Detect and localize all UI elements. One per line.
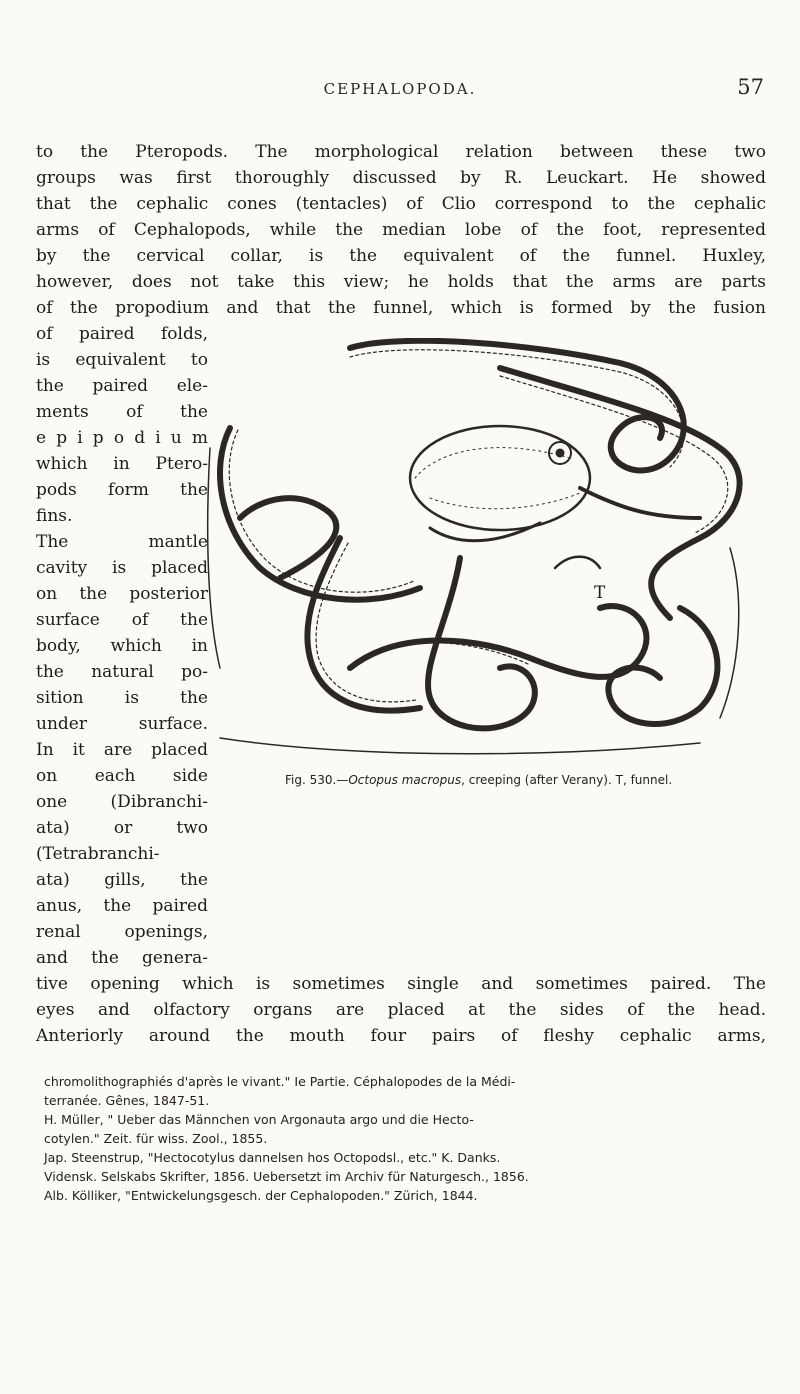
running-head: CEPHALOPODA. — [323, 80, 477, 98]
octopus-illustration — [200, 338, 780, 766]
body-line: eyes and olfactory organs are placed at the sides of the head. — [36, 1000, 766, 1020]
column-line: cavity is placed — [36, 558, 208, 578]
column-line: the natural po- — [36, 662, 208, 682]
footnote-line: Alb. Kölliker, "Entwickelungsgesch. der Cephalopoden." Zürich, 1844. — [44, 1188, 478, 1203]
page-number: 57 — [737, 75, 764, 99]
column-line: under surface. — [36, 714, 208, 734]
footnote-line: Vidensk. Selskabs Skrifter, 1856. Uebersetzt im Archiv für Naturgesch., 1856. — [44, 1169, 529, 1184]
funnel-label: T — [594, 583, 606, 603]
column-line: of paired folds, — [36, 324, 208, 344]
column-line: fins. — [36, 506, 73, 526]
footnote-line: Jap. Steenstrup, "Hectocotylus dannelsen hos Octopodsl., etc." K. Danks. — [44, 1150, 501, 1165]
column-line: sition is the — [36, 688, 208, 708]
footnote-line: terranée. Gênes, 1847-51. — [44, 1093, 210, 1108]
column-line: on each side — [36, 766, 208, 786]
caption-rest: , creeping (after Verany). T, funnel. — [461, 773, 673, 787]
figure-caption — [285, 773, 672, 787]
column-line: which in Ptero- — [36, 454, 208, 474]
column-line: is equivalent to — [36, 350, 208, 370]
page-header — [0, 75, 800, 110]
body-line: tive opening which is sometimes single and sometimes paired. The — [36, 974, 766, 994]
body-line: that the cephalic cones (tentacles) of Clio correspond to the cephalic — [36, 194, 766, 214]
caption-prefix: Fig. 530.— — [285, 773, 349, 787]
column-line: ments of the — [36, 402, 208, 422]
column-line: In it are placed — [36, 740, 208, 760]
column-line: one (Dibranchi- — [36, 792, 208, 812]
column-line: pods form the — [36, 480, 208, 500]
octopus-drawing — [200, 338, 780, 766]
footnote-line: cotylen." Zeit. für wiss. Zool., 1855. — [44, 1131, 268, 1146]
column-line: ata) gills, the — [36, 870, 208, 890]
caption-species: Octopus macropus — [348, 773, 462, 787]
body-line: groups was first thoroughly discussed by R. Leuckart. He showed — [36, 168, 766, 188]
footnote-line: H. Müller, " Ueber das Männchen von Argonauta argo und die Hecto- — [44, 1112, 474, 1127]
footnote-line: chromolithographiés d'après le vivant." Ie Partie. Céphalopodes de la Médi- — [44, 1074, 516, 1089]
column-line: on the posterior — [36, 584, 208, 604]
column-line: and the genera- — [36, 948, 208, 968]
column-line: the paired ele- — [36, 376, 208, 396]
column-line: ata) or two — [36, 818, 208, 838]
body-line: arms of Cephalopods, while the median lobe of the foot, represented — [36, 220, 766, 240]
column-line: body, which in — [36, 636, 208, 656]
column-line: anus, the paired — [36, 896, 208, 916]
body-line: Anteriorly around the mouth four pairs of fleshy cephalic arms, — [36, 1026, 766, 1046]
body-line: to the Pteropods. The morphological relation between these two — [36, 142, 766, 162]
body-line: of the propodium and that the funnel, which is formed by the fusion — [36, 298, 766, 318]
column-line: e p i p o d i u m — [36, 428, 208, 448]
column-line: The mantle — [36, 532, 208, 552]
column-line: surface of the — [36, 610, 208, 630]
column-line: renal openings, — [36, 922, 208, 942]
column-line: (Tetrabranchi- — [36, 844, 160, 864]
body-line: by the cervical collar, is the equivalent of the funnel. Huxley, — [36, 246, 766, 266]
body-line: however, does not take this view; he holds that the arms are parts — [36, 272, 766, 292]
